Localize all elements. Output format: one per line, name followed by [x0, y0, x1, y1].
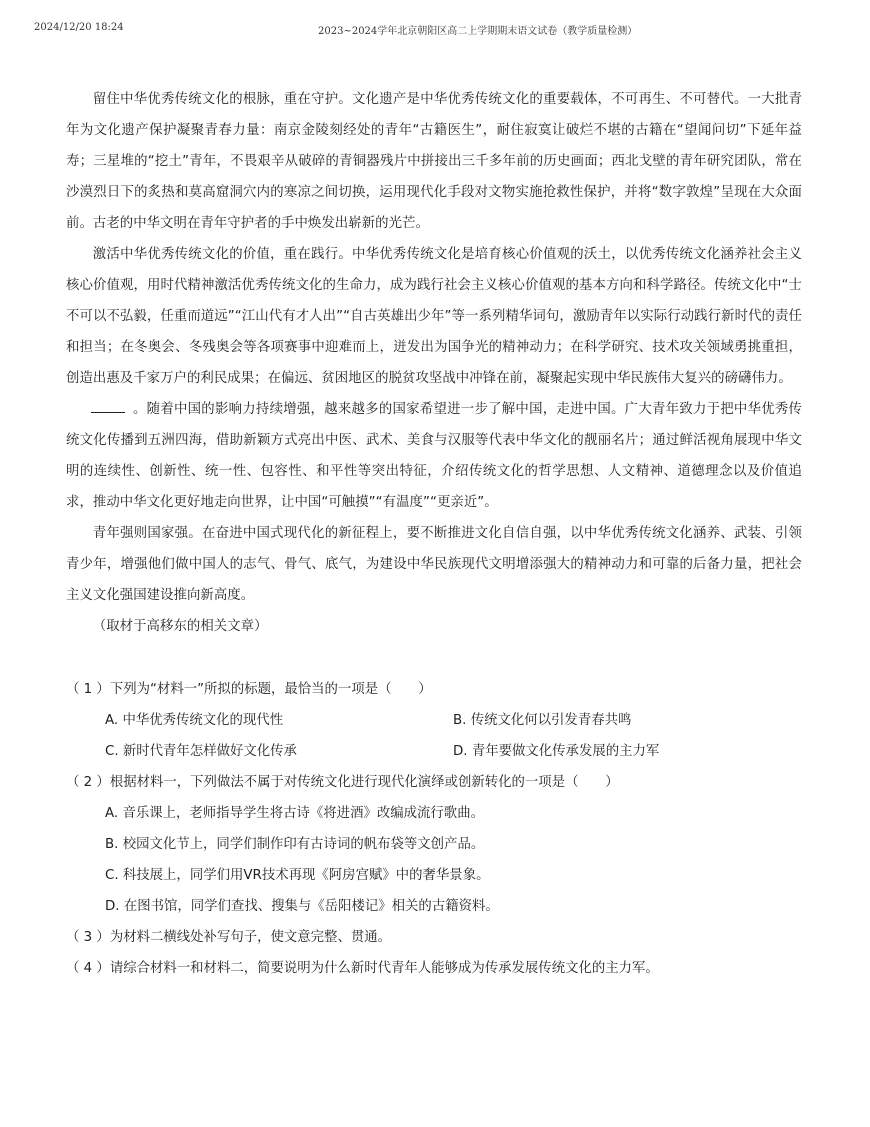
- question-1-option-d: D. 青年要做文化传承发展的主力军: [453, 744, 660, 759]
- question-2-option-a: A. 音乐课上，老师指导学生将古诗《将进酒》改编成流行歌曲。: [105, 806, 484, 821]
- question-2-options: [66, 798, 802, 922]
- passage-paragraph-2: 激活中华优秀传统文化的价值，重在践行。中华优秀传统文化是培育核心价值观的沃土，以优秀传统文化涵养社会主义核心价值观，用时代精神激活优秀传统文化的生命力，成为践行社会主义核心价值观的基本方向和科学路径。传统文化中“士不可以不弘毅，任重而道远”“江山代有才人出”“自古英雄出少年”等一系列精华词句，激励青年以实际行动践行新时代的责任和担当；在冬奥会、冬残奥会等各项赛事中迎难而上，迸发出为国争光的精神动力；在科学研究、技术攻关领域勇挑重担，创造出惠及千家万户的利民成果；在偏远、贫困地区的脱贫攻坚战中冲锋在前，凝聚起实现中华民族伟大复兴的磅礴伟力。: [66, 247, 802, 386]
- passage-source: （取材于高移东的相关文章）: [92, 619, 268, 634]
- print-datetime: 2024/12/20 18:24: [34, 22, 124, 33]
- passage-paragraph-1: 留住中华优秀传统文化的根脉，重在守护。文化遗产是中华优秀传统文化的重要载体，不可再生、不可替代。一大批青年为文化遗产保护凝聚青春力量：南京金陵刻经处的青年“古籍医生”，耐住寂寞让破烂不堪的古籍在“望闻问切”下延年益寿；三星堆的“挖土”青年，不畏艰辛从破碎的青铜器残片中拼接出三千多年前的历史画面；西北戈壁的青年研究团队，常在沙漠烈日下的炙热和莫高窟洞穴内的寒凉之间切换，运用现代化手段对文物实施抢救性保护，并将“数字敦煌”呈现在大众面前。古老的中华文明在青年守护者的手中焕发出崭新的光芒。: [66, 92, 802, 231]
- passage: [66, 84, 802, 642]
- page-header: [34, 22, 840, 38]
- exam-title: 2023~2024学年北京朝阳区高二上学期期末语文试卷（教学质量检测）: [318, 26, 638, 37]
- question-3-stem: （ 3 ）为材料二横线处补写句子，使文意完整、贯通。: [66, 930, 392, 945]
- question-1-option-a: A. 中华优秀传统文化的现代性: [105, 713, 284, 728]
- question-4-stem: （ 4 ）请综合材料一和材料二，简要说明为什么新时代青年人能够成为传承发展传统文化的主力军。: [66, 961, 659, 976]
- fill-in-blank: [91, 398, 125, 413]
- passage-paragraph-3-text: 。随着中国的影响力持续增强，越来越多的国家希望进一步了解中国，走进中国。广大青年致力于把中华优秀传统文化传播到五洲四海，借助新颖方式亮出中医、武术、美食与汉服等代表中华文化的靓丽名片；通过鲜活视角展现中华文明的连续性、创新性、统一性、包容性、和平性等突出特征，介绍传统文化的哲学思想、人文精神、道德理念以及价值追求，推动中华文化更好地走向世界，让中国“可触摸”“有温度”“更亲近”。: [66, 402, 802, 510]
- question-list: [66, 674, 802, 984]
- passage-paragraph-4: 青年强则国家强。在奋进中国式现代化的新征程上，要不断推进文化自信自强，以中华优秀传统文化涵养、武装、引领青少年，增强他们做中国人的志气、骨气、底气，为建设中华民族现代文明增添强大的精神动力和可靠的后备力量，把社会主义文化强国建设推向新高度。: [66, 526, 802, 603]
- question-1-option-c: C. 新时代青年怎样做好文化传承: [105, 744, 297, 759]
- question-1-stem: （ 1 ）下列为“材料一”所拟的标题，最恰当的一项是（ ）: [66, 682, 432, 697]
- question-1-option-b: B. 传统文化何以引发青春共鸣: [453, 713, 632, 728]
- question-2-stem: （ 2 ）根据材料一，下列做法不属于对传统文化进行现代化演绎或创新转化的一项是（ ）: [66, 775, 619, 790]
- question-2-option-d: D. 在图书馆，同学们查找、搜集与《岳阳楼记》相关的古籍资料。: [105, 899, 499, 914]
- question-2-option-c: C. 科技展上，同学们用VR技术再现《阿房宫赋》中的奢华景象。: [105, 868, 490, 883]
- question-2-option-b: B. 校园文化节上，同学们制作印有古诗词的帆布袋等文创产品。: [105, 837, 485, 852]
- question-1-options: [66, 705, 802, 767]
- passage-paragraph-3: [66, 394, 802, 518]
